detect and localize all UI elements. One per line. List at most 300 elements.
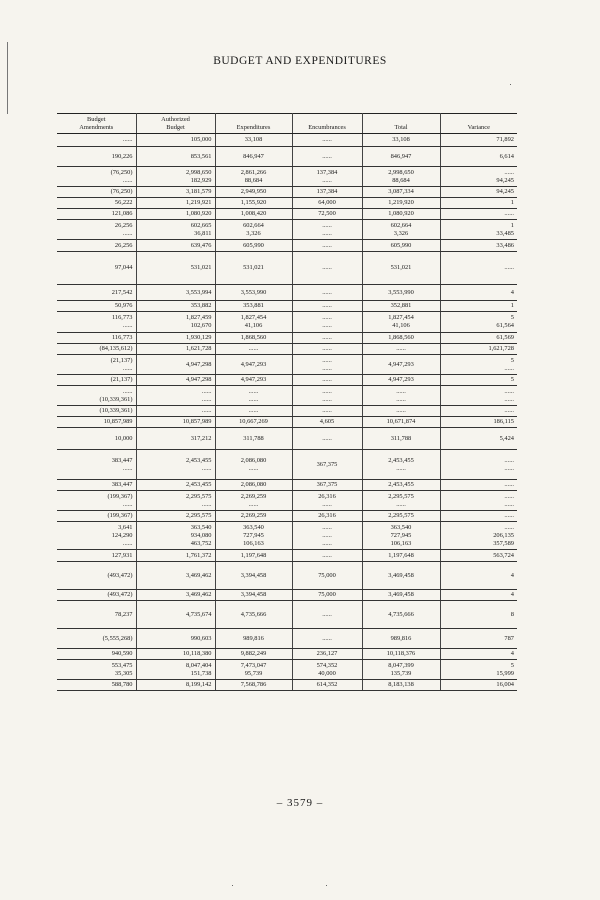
cell-total	[362, 660, 440, 680]
cell-encumbrances	[292, 590, 362, 601]
cell-value: 4	[510, 571, 514, 579]
cell-value: 33,486	[496, 241, 514, 249]
cell-encumbrances	[292, 660, 362, 680]
cell-value: 10,118,376	[386, 650, 416, 658]
cell-budget-amendments	[57, 240, 136, 252]
cell-encumbrances	[292, 522, 362, 550]
cell-value: 4	[510, 650, 514, 658]
cell-value: 8,047,399	[388, 661, 414, 669]
cell-value: 95,739	[244, 669, 263, 677]
cell-value: 3,181,579	[185, 188, 212, 196]
cell-value: 8,183,138	[388, 681, 414, 689]
cell-value: ......	[504, 523, 514, 531]
table-row	[57, 312, 517, 333]
cell-total	[362, 312, 440, 333]
table-row	[57, 134, 517, 147]
cell-value: 10,118,380	[182, 650, 212, 658]
cell-value: ......	[201, 407, 212, 415]
cell-value: 574,352	[316, 661, 338, 669]
cell-value: ......	[322, 241, 332, 249]
scan-speck	[326, 885, 327, 886]
cell-encumbrances	[292, 480, 362, 491]
header-budget-amendments: Budget Amendments	[57, 114, 136, 134]
cell-encumbrances	[292, 167, 362, 187]
cell-value: 75,000	[318, 591, 336, 599]
cell-encumbrances	[292, 312, 362, 333]
cell-value: 1,761,372	[185, 551, 212, 559]
cell-expenditures	[215, 550, 292, 562]
cell-value: 72,500	[318, 210, 336, 218]
cell-value: ......	[322, 264, 332, 272]
cell-value: ......	[201, 500, 212, 508]
cell-total	[362, 550, 440, 562]
cell-value: 75,000	[318, 571, 336, 579]
cell-value: 3,469,458	[388, 571, 414, 579]
cell-value: ......	[248, 407, 259, 415]
cell-value: 1,197,648	[388, 551, 414, 559]
cell-authorized-budget	[136, 601, 215, 629]
cell-value: ......	[504, 481, 514, 489]
cell-value: 2,295,575	[185, 512, 212, 520]
table-row	[57, 428, 517, 450]
cell-variance	[440, 355, 517, 375]
cell-value: ......	[322, 356, 332, 364]
cell-value: 531,021	[390, 264, 412, 272]
cell-value: 50,976	[114, 302, 133, 310]
cell-variance	[440, 252, 517, 285]
cell-encumbrances	[292, 562, 362, 590]
cell-budget-amendments	[57, 134, 136, 147]
cell-total	[362, 252, 440, 285]
cell-value: ......	[322, 500, 332, 508]
table-row	[57, 590, 517, 601]
cell-variance	[440, 134, 517, 147]
cell-value: 4,735,666	[388, 610, 414, 618]
cell-expenditures	[215, 522, 292, 550]
table-row	[57, 344, 517, 355]
cell-encumbrances	[292, 344, 362, 355]
cell-value: 367,375	[316, 460, 338, 468]
table-body	[57, 134, 517, 691]
cell-value: 4,947,293	[240, 376, 267, 384]
cell-value: ......	[504, 395, 514, 403]
cell-total	[362, 562, 440, 590]
header-encumbrances: Encumbrances	[292, 114, 362, 134]
cell-encumbrances	[292, 209, 362, 220]
cell-value: ......	[122, 464, 133, 472]
cell-total	[362, 209, 440, 220]
cell-value: 2,453,455	[388, 481, 414, 489]
cell-expenditures	[215, 240, 292, 252]
cell-value: (21,137)	[110, 356, 133, 364]
cell-value: 4,735,666	[240, 610, 267, 618]
cell-value: ......	[504, 387, 514, 395]
cell-value: 5	[510, 661, 514, 669]
cell-variance	[440, 406, 517, 417]
cell-value: 602,664	[390, 221, 412, 229]
cell-value: 3,553,990	[388, 288, 414, 296]
cell-budget-amendments	[57, 198, 136, 209]
cell-variance	[440, 629, 517, 649]
table-row	[57, 147, 517, 167]
cell-value: 127,931	[111, 551, 133, 559]
header-expenditures: Expenditures	[215, 114, 292, 134]
cell-encumbrances	[292, 187, 362, 198]
cell-budget-amendments	[57, 301, 136, 312]
cell-value: 190,226	[111, 152, 133, 160]
cell-encumbrances	[292, 375, 362, 386]
cell-value: ......	[396, 395, 406, 403]
cell-variance	[440, 491, 517, 511]
cell-value: ......	[322, 395, 332, 403]
cell-value: 5	[510, 356, 514, 364]
cell-value: 3,553,990	[240, 288, 267, 296]
cell-authorized-budget	[136, 240, 215, 252]
cell-value: 5	[510, 376, 514, 384]
cell-value: 4,947,298	[185, 376, 212, 384]
cell-value: 531,021	[190, 264, 212, 272]
cell-value: 135,739	[390, 669, 412, 677]
cell-value: 10,857,989	[103, 418, 133, 426]
cell-value: 2,269,259	[240, 512, 267, 520]
cell-value: 1,930,129	[185, 334, 212, 342]
cell-value: ......	[504, 464, 514, 472]
cell-value: 61,569	[496, 334, 514, 342]
cell-value: 94,245	[496, 176, 514, 184]
cell-expenditures	[215, 375, 292, 386]
cell-value: 990,603	[190, 634, 212, 642]
cell-budget-amendments	[57, 660, 136, 680]
cell-total	[362, 375, 440, 386]
header-variance: Variance	[440, 114, 517, 134]
cell-value: 3,553,994	[185, 288, 212, 296]
cell-value: ......	[122, 540, 133, 547]
cell-budget-amendments	[57, 680, 136, 691]
cell-value: 10,000	[114, 434, 133, 442]
cell-value: 3,469,458	[388, 591, 414, 599]
cell-value: 36,811	[194, 229, 212, 237]
cell-expenditures	[215, 333, 292, 344]
cell-value: 40,000	[318, 669, 336, 677]
cell-value: 64,000	[318, 199, 336, 207]
cell-value: 137,384	[316, 188, 338, 196]
cell-value: 2,086,080	[240, 456, 267, 464]
cell-expenditures	[215, 649, 292, 660]
cell-budget-amendments	[57, 333, 136, 344]
cell-encumbrances	[292, 285, 362, 301]
table-row	[57, 386, 517, 406]
cell-expenditures	[215, 285, 292, 301]
cell-value: 105,000	[190, 136, 212, 144]
cell-value: (21,137)	[110, 376, 133, 384]
cell-value: ......	[504, 364, 514, 372]
cell-value: ......	[322, 523, 332, 531]
cell-value: 4,947,293	[240, 360, 267, 368]
cell-value: 5,424	[499, 434, 514, 442]
cell-value: 151,738	[190, 669, 212, 677]
cell-value: ......	[396, 345, 406, 353]
cell-variance	[440, 649, 517, 660]
cell-total	[362, 386, 440, 406]
cell-budget-amendments	[57, 187, 136, 198]
cell-encumbrances	[292, 629, 362, 649]
cell-total	[362, 680, 440, 691]
cell-variance	[440, 550, 517, 562]
cell-value: 88,684	[392, 176, 410, 184]
cell-expenditures	[215, 301, 292, 312]
cell-expenditures	[215, 629, 292, 649]
cell-value: 1,827,459	[185, 314, 212, 322]
cell-value: 940,590	[111, 650, 133, 658]
cell-value: 35,305	[114, 669, 133, 677]
table-row	[57, 285, 517, 301]
cell-value: 639,476	[190, 241, 212, 249]
cell-value: 15,999	[496, 669, 514, 677]
cell-value: 2,295,575	[388, 512, 414, 520]
cell-value: 3,641	[118, 523, 133, 531]
cell-total	[362, 450, 440, 480]
cell-budget-amendments	[57, 252, 136, 285]
cell-value: 1,219,921	[185, 199, 212, 207]
cell-value: 33,108	[244, 136, 263, 144]
page-number: – 3579 –	[276, 797, 324, 809]
cell-value: 787	[504, 634, 514, 642]
cell-value: 33,108	[392, 136, 410, 144]
cell-value: 4,605	[319, 418, 335, 426]
cell-total	[362, 240, 440, 252]
cell-expenditures	[215, 252, 292, 285]
cell-expenditures	[215, 187, 292, 198]
cell-variance	[440, 660, 517, 680]
cell-value: ......	[322, 407, 332, 415]
cell-budget-amendments	[57, 209, 136, 220]
cell-value: (10,339,361)	[99, 395, 133, 403]
cell-encumbrances	[292, 406, 362, 417]
cell-value: 4,947,298	[185, 360, 212, 368]
cell-variance	[440, 417, 517, 428]
cell-total	[362, 629, 440, 649]
cell-value: 71,892	[496, 136, 514, 144]
cell-value: 605,990	[390, 241, 412, 249]
cell-encumbrances	[292, 491, 362, 511]
table-row	[57, 333, 517, 344]
cell-value: 2,295,575	[185, 492, 212, 500]
cell-expenditures	[215, 167, 292, 187]
cell-encumbrances	[292, 511, 362, 522]
table-row	[57, 660, 517, 680]
cell-authorized-budget	[136, 491, 215, 511]
cell-total	[362, 301, 440, 312]
cell-value: 1,868,560	[388, 334, 414, 342]
cell-value: (76,250)	[110, 168, 133, 176]
cell-value: 989,816	[390, 634, 412, 642]
cell-value: ......	[322, 136, 332, 144]
cell-value: 2,453,455	[388, 456, 414, 464]
cell-authorized-budget	[136, 252, 215, 285]
cell-total	[362, 355, 440, 375]
cell-value: 4,735,674	[185, 610, 212, 618]
cell-value: 934,080	[190, 531, 212, 539]
cell-value: ......	[504, 456, 514, 464]
cell-value: ......	[201, 395, 212, 403]
cell-budget-amendments	[57, 147, 136, 167]
cell-encumbrances	[292, 220, 362, 240]
page-title: BUDGET AND EXPENDITURES	[213, 55, 387, 67]
margin-rule	[7, 42, 8, 114]
cell-value: ......	[248, 500, 259, 508]
cell-total	[362, 522, 440, 550]
cell-value: 26,316	[318, 512, 336, 520]
cell-value: 1	[510, 199, 514, 207]
cell-value: ......	[322, 531, 332, 539]
cell-value: ......	[122, 136, 133, 144]
cell-value: ......	[122, 176, 133, 184]
cell-value: 1,868,560	[240, 334, 267, 342]
cell-value: 1,155,920	[240, 199, 267, 207]
cell-variance	[440, 450, 517, 480]
cell-variance	[440, 209, 517, 220]
cell-expenditures	[215, 491, 292, 511]
cell-value: ......	[322, 610, 332, 618]
cell-value: 4	[510, 288, 514, 296]
cell-value: 727,945	[243, 531, 264, 539]
cell-budget-amendments	[57, 491, 136, 511]
cell-value: 8,199,142	[185, 681, 212, 689]
cell-encumbrances	[292, 333, 362, 344]
cell-value: ......	[504, 512, 514, 520]
cell-value: 352,881	[390, 302, 412, 310]
cell-value: 1,621,728	[185, 345, 212, 353]
cell-budget-amendments	[57, 312, 136, 333]
cell-authorized-budget	[136, 480, 215, 491]
cell-value: 3,087,334	[388, 188, 414, 196]
cell-budget-amendments	[57, 550, 136, 562]
cell-value: 116,773	[111, 334, 133, 342]
cell-variance	[440, 680, 517, 691]
cell-value: ......	[248, 387, 259, 395]
cell-value: 121,086	[111, 210, 133, 218]
cell-value: 363,540	[243, 523, 264, 531]
cell-authorized-budget	[136, 428, 215, 450]
cell-value: 3,394,458	[240, 571, 267, 579]
cell-value: ......	[322, 345, 332, 353]
cell-value: 311,788	[243, 434, 264, 442]
cell-total	[362, 417, 440, 428]
cell-value: 2,295,575	[388, 492, 414, 500]
cell-value: (84,135,612)	[99, 345, 133, 353]
cell-value: 3,326	[246, 229, 261, 237]
table-row	[57, 450, 517, 480]
cell-variance	[440, 198, 517, 209]
cell-value: ......	[504, 168, 514, 176]
cell-value: 1,080,920	[388, 210, 414, 218]
table-row	[57, 220, 517, 240]
cell-variance	[440, 601, 517, 629]
cell-expenditures	[215, 355, 292, 375]
cell-authorized-budget	[136, 285, 215, 301]
cell-value: 3,469,462	[185, 571, 212, 579]
cell-variance	[440, 187, 517, 198]
table-row	[57, 406, 517, 417]
cell-value: 1,080,920	[185, 210, 212, 218]
cell-expenditures	[215, 660, 292, 680]
cell-value: ......	[322, 288, 332, 296]
cell-budget-amendments	[57, 480, 136, 491]
cell-value: 33,485	[496, 229, 514, 237]
cell-value: 41,106	[392, 322, 410, 330]
cell-expenditures	[215, 450, 292, 480]
cell-value: ......	[322, 322, 332, 330]
cell-value: 41,106	[244, 322, 263, 330]
cell-value: 2,269,259	[240, 492, 267, 500]
cell-value: 727,945	[390, 531, 412, 539]
cell-value: 61,564	[496, 322, 514, 330]
cell-authorized-budget	[136, 649, 215, 660]
cell-authorized-budget	[136, 386, 215, 406]
cell-authorized-budget	[136, 680, 215, 691]
cell-value: ......	[322, 229, 332, 237]
cell-budget-amendments	[57, 220, 136, 240]
cell-encumbrances	[292, 198, 362, 209]
cell-total	[362, 601, 440, 629]
table-row	[57, 511, 517, 522]
cell-value: ......	[322, 221, 332, 229]
cell-value: 236,127	[316, 650, 338, 658]
cell-total	[362, 406, 440, 417]
cell-value: 846,947	[390, 152, 412, 160]
cell-value: (76,250)	[110, 188, 133, 196]
cell-value: ......	[122, 364, 133, 372]
cell-value: ......	[122, 387, 133, 395]
cell-value: 317,212	[190, 434, 212, 442]
cell-variance	[440, 480, 517, 491]
cell-value: ......	[504, 210, 514, 218]
cell-variance	[440, 312, 517, 333]
cell-total	[362, 428, 440, 450]
cell-value: 1	[510, 221, 514, 229]
cell-value: ......	[322, 634, 332, 642]
cell-expenditures	[215, 147, 292, 167]
table-row	[57, 550, 517, 562]
cell-total	[362, 491, 440, 511]
cell-value: 553,475	[111, 661, 133, 669]
cell-budget-amendments	[57, 386, 136, 406]
cell-expenditures	[215, 480, 292, 491]
cell-value: 16,004	[496, 681, 514, 689]
cell-encumbrances	[292, 240, 362, 252]
cell-authorized-budget	[136, 301, 215, 312]
cell-variance	[440, 428, 517, 450]
cell-value: 2,453,455	[185, 456, 212, 464]
cell-budget-amendments	[57, 406, 136, 417]
cell-value: (5,555,268)	[102, 634, 133, 642]
cell-value: 206,135	[493, 531, 514, 539]
cell-authorized-budget	[136, 344, 215, 355]
header-total: Total	[362, 114, 440, 134]
table-row	[57, 491, 517, 511]
cell-expenditures	[215, 209, 292, 220]
cell-value: 8	[510, 610, 514, 618]
cell-value: ......	[322, 314, 332, 322]
cell-value: ......	[504, 492, 514, 500]
cell-value: 5	[510, 314, 514, 322]
cell-authorized-budget	[136, 333, 215, 344]
cell-value: ......	[122, 229, 133, 237]
table-row	[57, 417, 517, 428]
cell-encumbrances	[292, 417, 362, 428]
cell-encumbrances	[292, 428, 362, 450]
cell-expenditures	[215, 590, 292, 601]
